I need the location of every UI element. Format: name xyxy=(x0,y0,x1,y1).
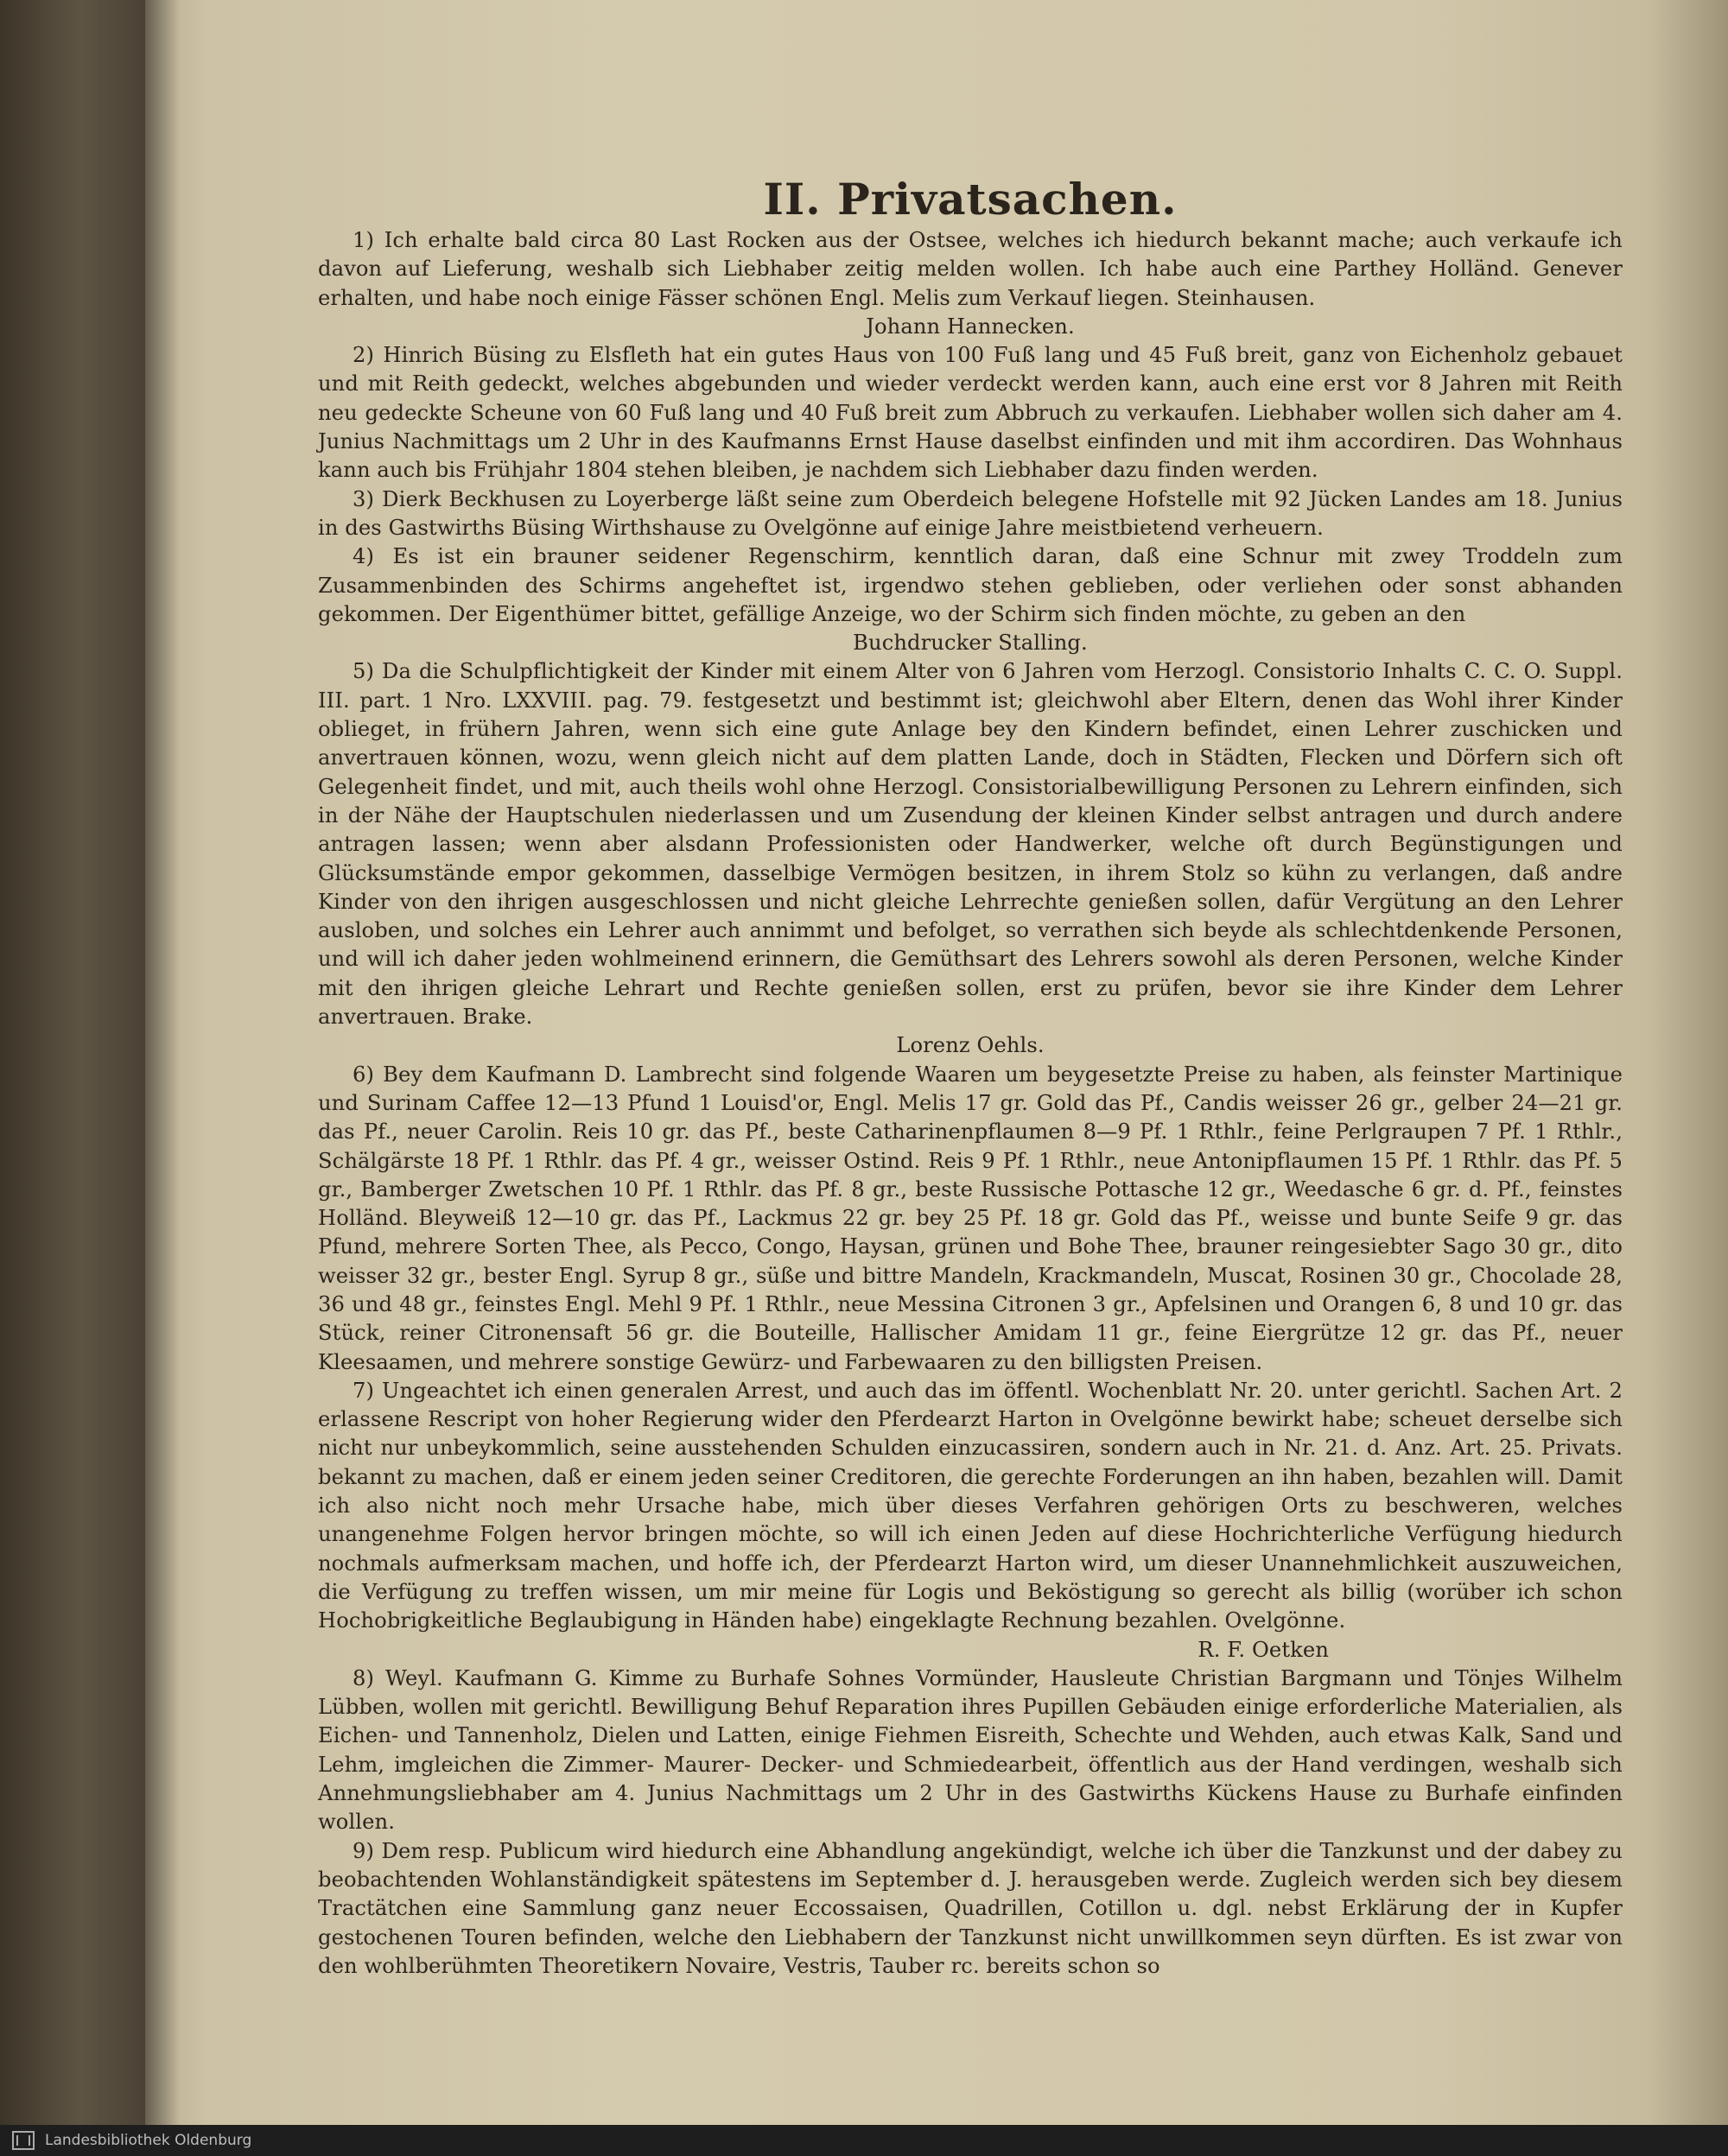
notice-1: 1) Ich erhalte bald circa 80 Last Rocken aus der Ostsee, welches ich hiedurch bekannt mache; auch verkaufe ich davon auf Lieferung, weshalb sich Liebhaber zeitig melden wollen. Ich habe auch eine Parthey Holländ. Genever erhalten, und habe noch einige Fässer schönen Engl. Melis zum Verkauf liegen. Steinhausen. xyxy=(318,228,1623,310)
viewer-footer xyxy=(0,2125,1728,2156)
library-name[interactable]: Landesbibliothek Oldenburg xyxy=(45,2132,252,2149)
page-text xyxy=(318,173,1623,1981)
gutter-shadow xyxy=(145,0,180,2125)
notice-5-signature: Lorenz Oehls. xyxy=(896,1033,1045,1058)
notice-7-signature: R. F. Oetken xyxy=(1198,1637,1329,1662)
notice-4-signature: Buchdrucker Stalling. xyxy=(853,631,1088,656)
notice-2: 2) Hinrich Büsing zu Elsfleth hat ein gutes Haus von 100 Fuß lang und 45 Fuß breit, ganz von Eichenholz gebauet und mit Reith gedeckt, welches abgebunden und wieder verdeckt werden kann, auch eine erst vor 8 Jahren mit Reith neu gedeckte Scheune von 60 Fuß lang und 40 Fuß breit zum Abbruch zu verkaufen. Liebhaber wollen sich daher am 4. Junius Nachmittags um 2 Uhr in des Kaufmanns Ernst Hause daselbst einfinden und mit ihm accordiren. Das Wohnhaus kann auch bis Frühjahr 1804 stehen bleiben, je nachdem sich Liebhaber dazu finden werden. xyxy=(318,343,1623,483)
notice-8: 8) Weyl. Kaufmann G. Kimme zu Burhafe Sohnes Vormünder, Hausleute Christian Bargmann und Tönjes Wilhelm Lübben, wollen mit gerichtl. Bewilligung Behuf Reparation ihres Pupillen Gebäuden einige erforderliche Materialien, als Eichen- und Tannenholz, Dielen und Latten, einige Fiehmen Eisreith, Schechte und Wehden, auch etwas Kalk, Sand und Lehm, imgleichen die Zimmer- Maurer- Decker- und Schmiedearbeit, öffentlich aus der Hand verdingen, weshalb sich Annehmungsliebhaber am 4. Junius Nachmittags um 2 Uhr in des Gastwirths Kückens Hause zu Burhafe einfinden wollen. xyxy=(318,1665,1623,1835)
notice-5: 5) Da die Schulpflichtigkeit der Kinder mit einem Alter von 6 Jahren vom Herzogl. Consistorio Inhalts C. C. O. Suppl. III. part. 1 Nro. LXXVIII. pag. 79. festgesetzt und bestimmt ist; gleichwohl aber Eltern, denen das Wohl ihrer Kinder oblieget, in frühern Jahren, wenn sich eine gute Anlage bey den Kindern befindet, einen Lehrer zuschicken und anvertrauen können, wozu, wenn gleich nicht auf dem platten Lande, doch in Städten, Flecken und Dörfern sich oft Gelegenheit findet, und mit, auch theils wohl ohne Herzogl. Consistorialbewilligung Personen zu Lehrern einfinden, sich in der Nähe der Hauptschulen niederlassen und um Zusendung der kleinen Kinder selbst antragen und durch andere antragen lassen; wenn aber alsdann Professionisten oder Handwerker, welche oft durch Begünstigungen und Glücksumstände empor gekommen, dasselbige Vermögen besitzen, in ihrem Stolz so kühn zu verlangen, daß andre Kinder von den ihrigen ausgeschlossen und nicht gleiche Lehrrechte genießen sollen, dafür Vergütung an den Lehrer ausloben, und solches ein Lehrer auch annimmt und befolget, so verrathen sich beyde als schlechtdenkende Personen, und will ich daher jeden wohlmeinend erinnern, die Gemüthsart des Lehrers sowohl als deren Personen, welche Kinder mit den ihrigen gleiche Lehrart und Rechte genießen sollen, erst zu prüfen, bevor sie ihre Kinder dem Lehrer anvertrauen. Brake. xyxy=(318,659,1623,1030)
facing-page-edge xyxy=(0,0,145,2125)
notice-9: 9) Dem resp. Publicum wird hiedurch eine Abhandlung angekündigt, welche ich über die Tanzkunst und der dabey zu beobachtenden Wohlanständigkeit spätestens im September d. J. herausgeben werde. Zugleich werden sich bey diesem Tractätchen eine Sammlung ganz neuer Eccossaisen, Quadrillen, Cotillon u. dgl. nebst Erklärung der in Kupfer gestochenen Touren befinden, welche den Liebhabern der Tanzkunst nicht unwillkommen seyn dürften. Es ist zwar von den wohlberühmten Theoretikern Novaire, Vestris, Tauber rc. bereits schon so xyxy=(318,1838,1623,1978)
library-building-icon xyxy=(12,2131,35,2150)
notice-3: 3) Dierk Beckhusen zu Loyerberge läßt seine zum Oberdeich belegene Hofstelle mit 92 Jücken Landes am 18. Junius in des Gastwirths Büsing Wirthshause zu Ovelgönne auf einige Jahre meistbietend verheuern. xyxy=(318,486,1623,540)
notice-4: 4) Es ist ein brauner seidener Regenschirm, kenntlich daran, daß eine Schnur mit zwey Troddeln zum Zusammenbinden des Schirms angeheftet ist, irgendwo stehen geblieben, oder verliehen oder sonst abhanden gekommen. Der Eigenthümer bittet, gefällige Anzeige, wo der Schirm sich finden möchte, zu geben an den xyxy=(318,544,1623,626)
notice-1-signature: Johann Hannecken. xyxy=(866,314,1075,339)
notice-7: 7) Ungeachtet ich einen generalen Arrest, und auch das im öffentl. Wochenblatt Nr. 20. unter gerichtl. Sachen Art. 2 erlassene Rescript von hoher Regierung wider den Pferdearzt Harton in Ovelgönne bewirkt habe; scheuet derselbe sich nicht nur unbeykommlich, seine ausstehenden Schulden einzucassiren, sondern auch in Nr. 21. d. Anz. Art. 25. Privats. bekannt zu machen, daß er einem jeden seiner Creditoren, die gerechte Forderungen an ihn haben, bezahlen will. Damit ich also nicht noch mehr Ursache habe, mich über dieses Verfahren gehörigen Orts zu beschweren, welches unangenehme Folgen hervor bringen möchte, so will ich einen Jeden auf diese Hochrichterliche Verfügung hiedurch nochmals aufmerksam machen, und hoffe ich, der Pferdearzt Harton wird, um dieser Unannehmlichkeit auszuweichen, die Verfügung zu treffen wissen, um mir meine für Logis und Beköstigung so gerecht als billig (worüber ich schon Hochobrigkeitliche Beglaubigung in Händen habe) eingeklagte Rechnung bezahlen. Ovelgönne. xyxy=(318,1378,1623,1633)
notice-6: 6) Bey dem Kaufmann D. Lambrecht sind folgende Waaren um beygesetzte Preise zu haben, als feinster Martinique und Surinam Caffee 12—13 Pfund 1 Louisd'or, Engl. Melis 17 gr. Gold das Pf., Candis weisser 26 gr., gelber 24—21 gr. das Pf., neuer Carolin. Reis 10 gr. das Pf., beste Catharinenpflaumen 8—9 Pf. 1 Rthlr., feine Perlgraupen 7 Pf. 1 Rthlr., Schälgärste 18 Pf. 1 Rthlr. das Pf. 4 gr., weisser Ostind. Reis 9 Pf. 1 Rthlr., neue Antonipflaumen 15 Pf. 1 Rthlr. das Pf. 5 gr., Bamberger Zwetschen 10 Pf. 1 Rthlr. das Pf. 8 gr., beste Russische Pottasche 12 gr., Weedasche 6 gr. d. Pf., feinstes Holländ. Bleyweiß 12—10 gr. das Pf., Lackmus 22 gr. bey 25 Pf. 18 gr. Gold das Pf., weisse und bunte Seife 9 gr. das Pfund, mehrere Sorten Thee, als Pecco, Congo, Haysan, grünen und Bohe Thee, brauner reingesiebter Sago 30 gr., dito weisser 32 gr., bester Engl. Syrup 8 gr., süße und bittre Mandeln, Krackmandeln, Muscat, Rosinen 30 gr., Chocolade 28, 36 und 48 gr., feinstes Engl. Mehl 9 Pf. 1 Rthlr., neue Messina Citronen 3 gr., Apfelsinen und Orangen 6, 8 und 10 gr. das Stück, reiner Citronensaft 56 gr. die Bouteille, Hallischer Amidam 11 gr., feine Eiergrütze 12 gr. das Pf., neuer Kleesaamen, und mehrere sonstige Gewürz- und Farbewaaren zu den billigsten Preisen. xyxy=(318,1062,1623,1374)
section-heading: II. Privatsachen. xyxy=(763,174,1178,225)
